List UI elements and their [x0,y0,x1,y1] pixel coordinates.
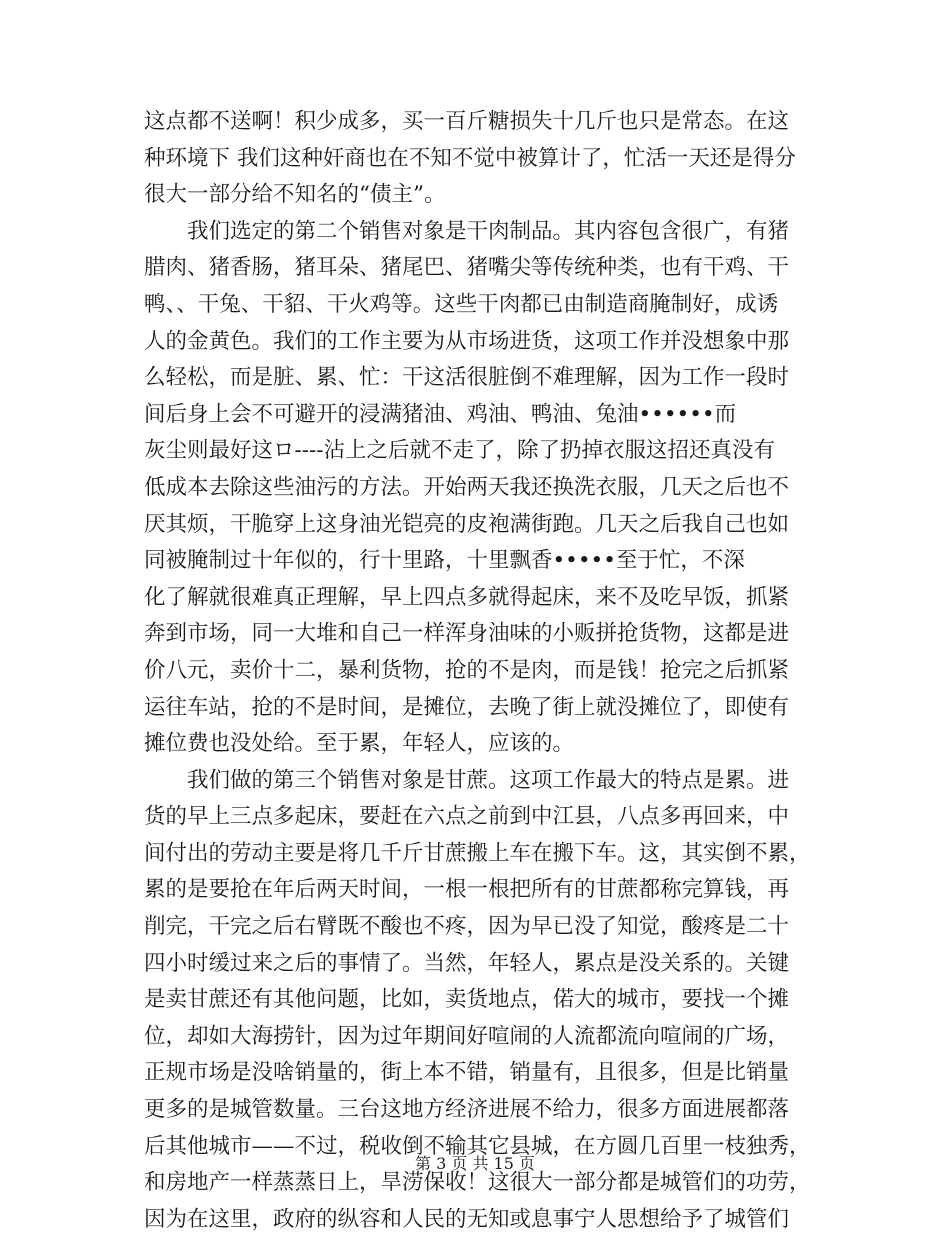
body-line: 鸭、、干兔、干貂、干火鸡等。这些干肉都已由制造商腌制好，成诱 [144,291,779,317]
body-line: 位，却如大海捞针，因为过年期间好喧闹的人流都流向喧闹的广场， [144,1023,790,1049]
body-line: 低成本去除这些油污的方法。开始两天我还换洗衣服，几天之后也不 [144,474,790,500]
body-line: 正规市场是没啥销量的，街上本不错，销量有，且很多，但是比销量 [144,1060,790,1086]
body-line: 种环境下 我们这种奸商也在不知不觉中被算计了，忙活一天还是得分 [144,145,796,171]
page-footer [0,1152,950,1176]
body-line: 累的是要抢在年后两天时间，一根一根把所有的甘蔗都称完算钱，再 [144,877,790,903]
body-line: 很大一部分给不知名的“债主”。 [144,182,446,208]
body-line: 价八元，卖价十二，暴利货物，抢的不是肉，而是钱！抢完之后抓紧 [144,657,790,683]
body-line: 化了解就很难真正理解，早上四点多就得起床，来不及吃早饭，抓紧 [144,584,790,610]
body-line: 同被腌制过十年似的，行十里路，十里飘香•••••至于忙，不深 [144,548,745,574]
body-line: 我们选定的第二个销售对象是干肉制品。其内容包含很广，有猪 [144,218,790,244]
body-line: 灰尘则最好这ロ----沾上之后就不走了，除了扔掉衣服这招还真没有 [144,438,776,464]
body-line: 后其他城市——不过，税收倒不输其它县城，在方圆几百里一枝独秀， [144,1133,811,1159]
body-line: 间付出的劳动主要是将几千斤甘蔗搬上车在搬下车。这，其实倒不累， [144,840,811,866]
body-line: 这点都不送啊！积少成多，买一百斤糖损失十几斤也只是常态。在这 [144,109,790,134]
body-line: 摊位费也没处给。至于累，年轻人，应该的。 [144,731,575,757]
body-line: 运往车站，抢的不是时间，是摊位，去晚了街上就没摊位了，即使有 [144,694,790,720]
body-line: 间后身上会不可避开的浸满猪油、鸡油、鸭油、兔油••••••而 [144,401,737,427]
page-number-label: 第 3 页 共 15 页 [415,1154,535,1173]
body-line: 么轻松，而是脏、累、忙：干这活很脏倒不难理解，因为工作一段时 [144,365,790,391]
body-line: 四小时缓过来之后的事情了。当然，年轻人，累点是没关系的。关键 [144,950,790,976]
body-line: 我们做的第三个销售对象是甘蔗。这项工作最大的特点是累。进 [144,767,790,793]
body-line: 厌其烦，干脆穿上这身油光铠亮的皮袍满街跑。几天之后我自己也如 [144,511,790,537]
body-line: 和房地产一样蒸蒸日上，旱涝保收！这很大一部分都是城管们的功劳， [144,1170,811,1196]
body-line: 是卖甘蔗还有其他问题，比如，卖货地点，偌大的城市，要找一个摊 [144,987,790,1013]
body-line: 因为在这里，政府的纵容和人民的无知或息事宁人思想给予了城管们 [144,1206,790,1232]
body-line: 人的金黄色。我们的工作主要为从市场进货，这项工作并没想象中那 [144,328,790,354]
body-line: 更多的是城管数量。三台这地方经济进展不给力，很多方面进展都落 [144,1097,790,1123]
body-line: 削完，干完之后右臂既不酸也不疼，因为早已没了知觉，酸疼是二十 [144,914,790,940]
document-body [144,104,811,1238]
body-line: 腊肉、猪香肠，猪耳朵、猪尾巴、猪嘴尖等传统种类，也有干鸡、干 [144,255,790,281]
body-line: 奔到市场，同一大堆和自己一样浑身油味的小贩拼抢货物，这都是进 [144,621,790,647]
body-line: 货的早上三点多起床，要赶在六点之前到中江县，八点多再回来，中 [144,804,790,830]
